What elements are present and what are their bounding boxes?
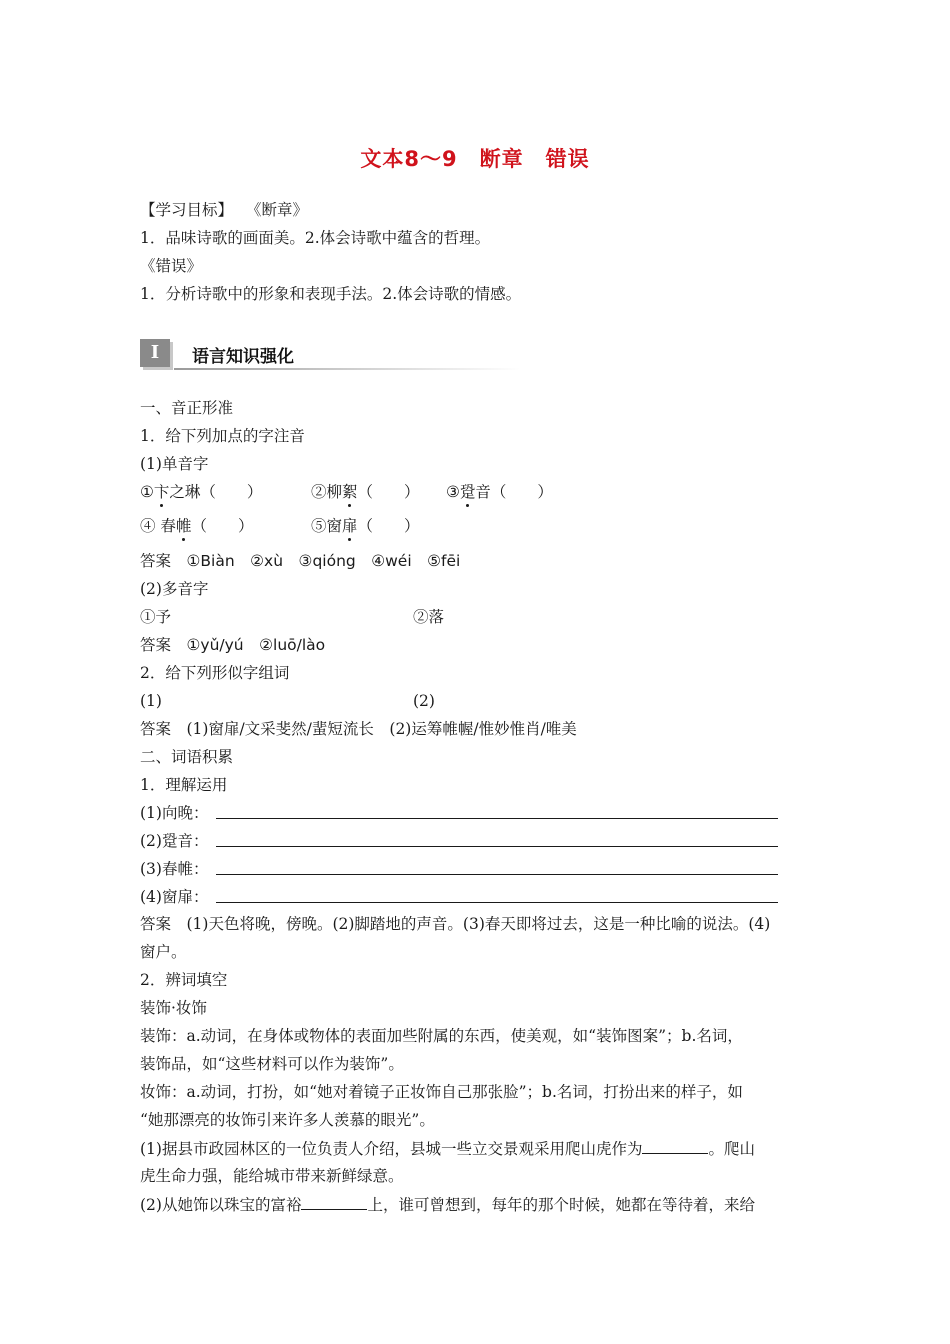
item-suffix: （ ） xyxy=(357,483,420,501)
answer-multi: 答案 ①yǔ/yú ②luō/lào xyxy=(140,636,326,654)
pinyin-item-5 xyxy=(311,516,420,536)
part1-heading: 一、音正形准 xyxy=(140,399,234,417)
multi-item-1: ①予 xyxy=(140,608,172,626)
part2-heading: 二、词语积累 xyxy=(140,748,234,766)
section-title: 语言知识强化 xyxy=(192,347,294,367)
answer-line[interactable] xyxy=(216,846,778,847)
sentence-text: (1)据县市政园林区的一位负责人介绍，县城一些立交景观采用爬山虎作为 xyxy=(140,1140,643,1158)
part1-q1: 1．给下列加点的字注音 xyxy=(140,427,305,445)
sentence-text: 。爬山 xyxy=(708,1140,755,1158)
answer-line[interactable] xyxy=(216,902,778,903)
definition-1-line2: 装饰品，如“这些材料可以作为装饰”。 xyxy=(140,1055,404,1073)
sentence-text: (2)从她饰以珠宝的富裕 xyxy=(140,1196,302,1214)
vocab-item-3: (3)春帷： xyxy=(140,860,209,878)
pinyin-item-3 xyxy=(446,482,553,502)
dotted-char: 卞 xyxy=(153,483,170,501)
objectives-line xyxy=(140,200,308,220)
section-divider xyxy=(174,368,520,370)
work1-title: 《断章》 xyxy=(245,201,308,219)
answer-vocab-line2: 窗户。 xyxy=(140,943,187,961)
fill-blank[interactable] xyxy=(642,1138,708,1154)
word-pair: 装饰·妆饰 xyxy=(140,999,207,1017)
dotted-char: 帷 xyxy=(175,517,192,535)
item-prefix: ②柳 xyxy=(311,483,343,501)
item-suffix: （ ） xyxy=(357,517,420,535)
dotted-char: 扉 xyxy=(342,517,358,535)
part2-q2: 2．辨词填空 xyxy=(140,971,228,989)
item-suffix: 之琳（ ） xyxy=(169,483,263,501)
part1-q2: 2．给下列形似字组词 xyxy=(140,664,290,682)
item-suffix: （ ） xyxy=(191,517,254,535)
objectives-label: 【学习目标】 xyxy=(140,201,234,219)
item-prefix: ① xyxy=(140,483,154,501)
work2-goals: 1．分析诗歌中的形象和表现手法。2.体会诗歌的情感。 xyxy=(140,285,522,303)
answer-line[interactable] xyxy=(216,874,778,875)
item-prefix: ③ xyxy=(446,483,460,501)
pinyin-item-1 xyxy=(140,482,262,502)
item-suffix: 音（ ） xyxy=(475,483,553,501)
form-item-2: (2) xyxy=(413,692,435,710)
page-title: 文本8～9 断章 错误 xyxy=(360,147,590,171)
sentence-1-line2: 虎生命力强，能给城市带来新鲜绿意。 xyxy=(140,1167,404,1185)
part2-q1: 1．理解运用 xyxy=(140,776,228,794)
dotted-char: 跫 xyxy=(459,483,476,501)
definition-1-line1: 装饰：a.动词，在身体或物体的表面加些附属的东西，使美观，如“装饰图案”；b.名词， xyxy=(140,1027,743,1045)
part1-q1-sub2: (2)多音字 xyxy=(140,580,209,598)
sentence-1-line1 xyxy=(140,1138,755,1159)
sentence-2-line1 xyxy=(140,1194,755,1215)
definition-2-line1: 妆饰：a.动词，打扮，如“她对着镜子正妆饰自己那张脸”；b.名词，打扮出来的样子，如 xyxy=(140,1083,743,1101)
item-prefix: ④ 春 xyxy=(140,517,176,535)
form-item-1: (1) xyxy=(140,692,162,710)
vocab-item-2: (2)跫音： xyxy=(140,832,209,850)
answer-pinyin: 答案 ①Biàn ②xù ③qióng ④wéi ⑤fēi xyxy=(140,552,461,570)
work2-title: 《错误》 xyxy=(140,257,203,275)
section-header xyxy=(140,339,520,371)
item-prefix: ⑤窗 xyxy=(311,517,343,535)
part1-q1-sub1: (1)单音字 xyxy=(140,455,209,473)
section-badge: I xyxy=(140,339,170,367)
vocab-item-4: (4)窗扉： xyxy=(140,888,209,906)
multi-item-2: ②落 xyxy=(413,608,445,626)
answer-line[interactable] xyxy=(216,818,778,819)
pinyin-item-2 xyxy=(311,482,420,502)
answer-forms: 答案 (1)窗扉/文采斐然/蜚短流长 (2)运筹帷幄/惟妙惟肖/唯美 xyxy=(140,720,577,738)
answer-vocab-line1: 答案 (1)天色将晚，傍晚。(2)脚踏地的声音。(3)春天即将过去，这是一种比喻的说法。(4) xyxy=(140,915,771,933)
definition-2-line2: “她那漂亮的妆饰引来许多人羡慕的眼光”。 xyxy=(140,1111,435,1129)
vocab-item-1: (1)向晚： xyxy=(140,804,209,822)
work1-goals: 1．品味诗歌的画面美。2.体会诗歌中蕴含的哲理。 xyxy=(140,229,491,247)
sentence-text: 上，谁可曾想到，每年的那个时候，她都在等待着，来给 xyxy=(367,1196,755,1214)
dotted-char: 絮 xyxy=(342,483,358,501)
pinyin-item-4 xyxy=(140,516,253,536)
fill-blank[interactable] xyxy=(301,1194,367,1210)
